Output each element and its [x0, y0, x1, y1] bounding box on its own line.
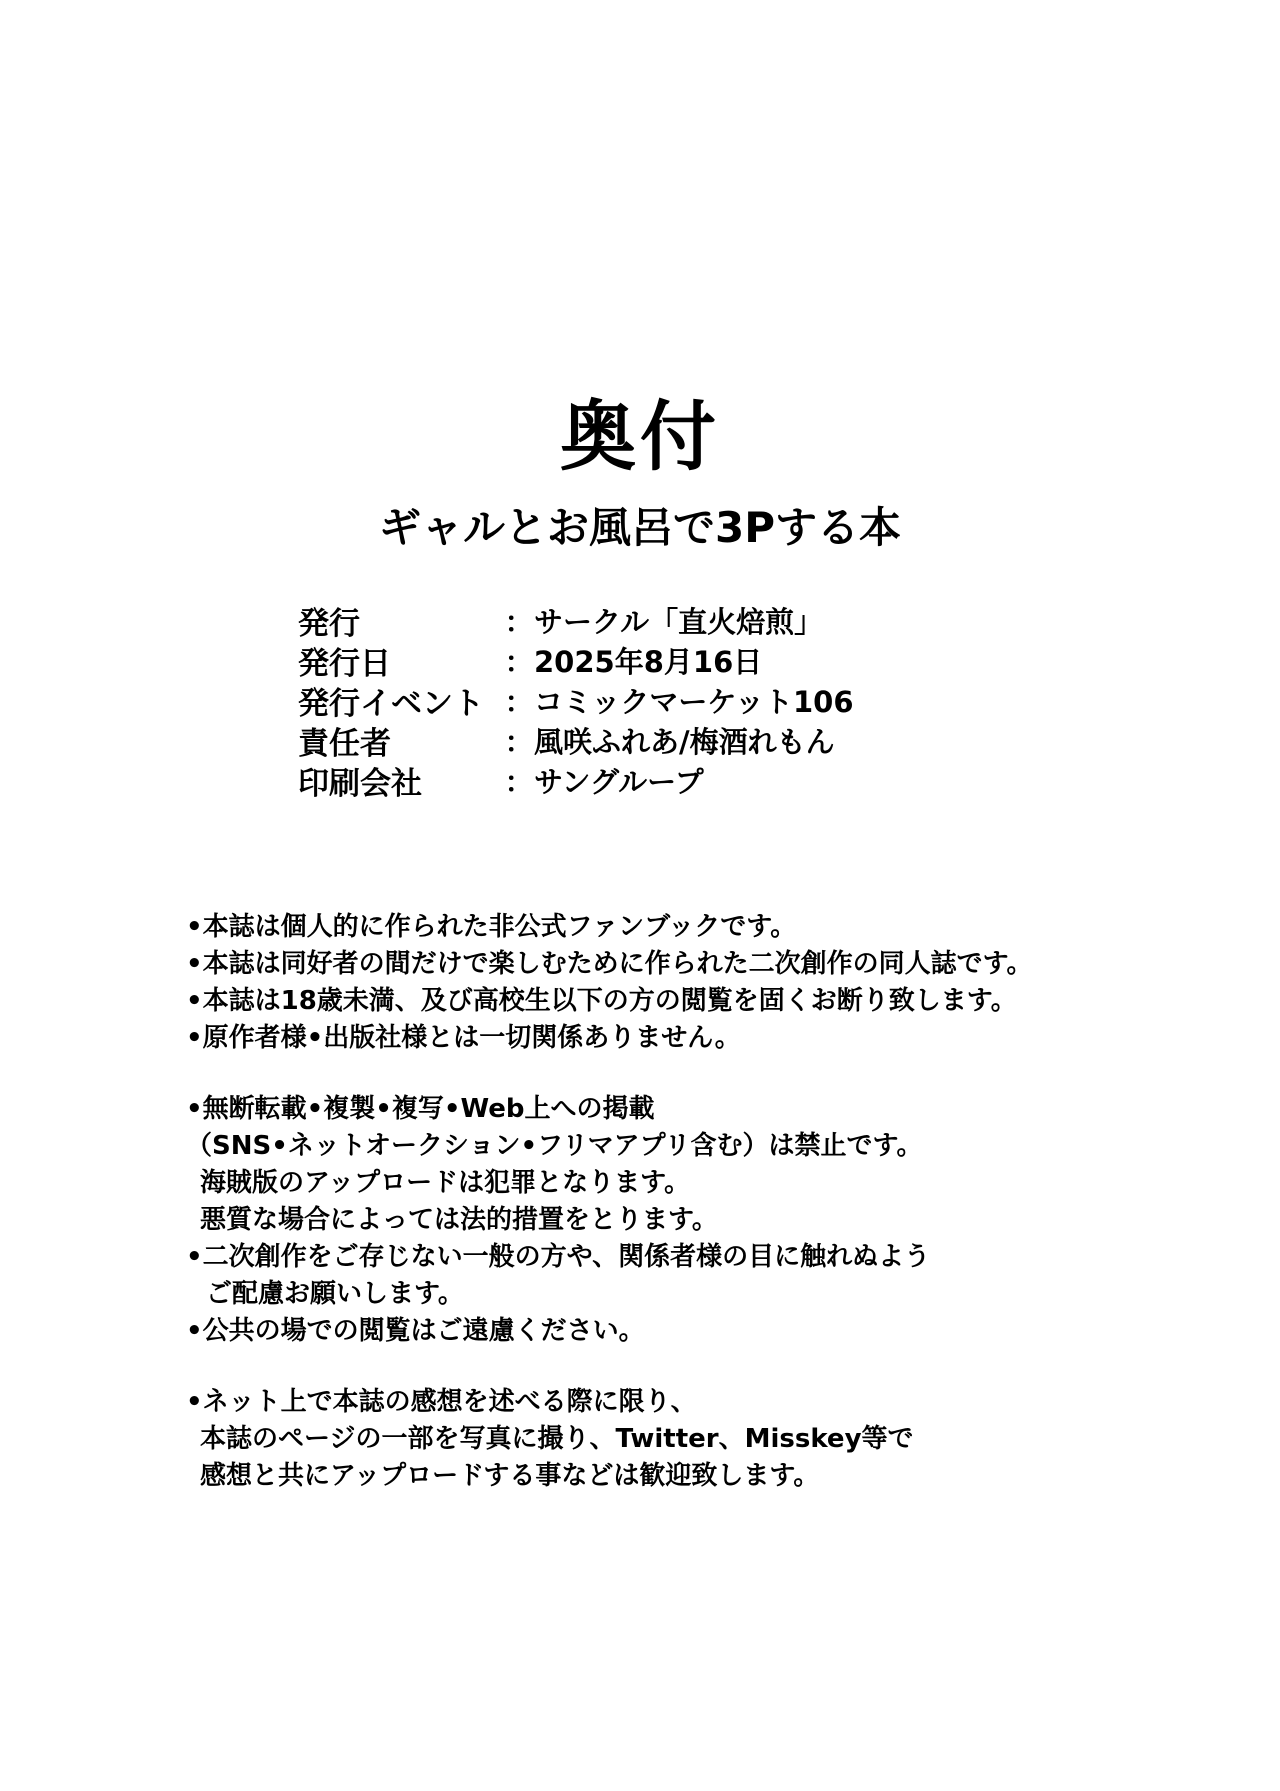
info-colon: ：	[504, 764, 534, 799]
notices	[186, 909, 1033, 1495]
notice-line: •本誌は同好者の間だけで楽しむために作られた二次創作の同人誌です。	[186, 949, 1033, 979]
info-label: 発行	[298, 605, 360, 642]
info-colon: ：	[504, 604, 534, 639]
info-label: 発行イベント	[298, 685, 484, 722]
notice-line: •本誌は18歳未満、及び高校生以下の方の閲覧を固くお断り致します。	[186, 986, 1017, 1016]
info-row-publisher	[298, 600, 854, 640]
info-label: 責任者	[298, 725, 391, 762]
info-label: 印刷会社	[298, 765, 422, 802]
notice-line: （SNS•ネットオークション•フリマアプリ含む）は禁止です。	[186, 1131, 923, 1161]
notice-line: •二次創作をご存じない一般の方や、関係者様の目に触れぬよう	[186, 1242, 931, 1272]
notice-line: •公共の場での閲覧はご遠慮ください。	[186, 1316, 645, 1346]
notice-line: 本誌のページの一部を写真に撮り、Twitter、Misskey等で	[200, 1424, 914, 1454]
notice-line: ご配慮お願いします。	[206, 1279, 464, 1309]
info-colon: ：	[504, 724, 534, 759]
book-title: ギャルとお風呂で3Pする本	[378, 503, 901, 552]
info-value: 2025年8月16日	[534, 644, 763, 679]
info-row-date	[298, 640, 854, 680]
notice-line: •原作者様•出版社様とは一切関係ありません。	[186, 1023, 741, 1053]
notice-gap	[186, 1350, 1033, 1384]
info-row-responsible	[298, 720, 854, 760]
notice-line: 海賊版のアップロードは犯罪となります。	[200, 1168, 691, 1198]
info-row-printer	[298, 760, 854, 800]
info-value: コミックマーケット106	[534, 684, 854, 719]
notice-gap	[186, 1057, 1033, 1091]
notice-line: •無断転載•複製•複写•Web上への掲載	[186, 1094, 655, 1124]
notice-line: •本誌は個人的に作られた非公式ファンブックです。	[186, 912, 797, 942]
info-row-event	[298, 680, 854, 720]
notice-line: 悪質な場合によっては法的措置をとります。	[200, 1205, 718, 1235]
info-colon: ：	[504, 684, 534, 719]
publication-info	[298, 600, 854, 800]
info-value: 風咲ふれあ/梅酒れもん	[534, 724, 835, 759]
info-colon: ：	[504, 644, 534, 679]
notice-line: •ネット上で本誌の感想を述べる際に限り、	[186, 1387, 697, 1417]
info-value: サークル「直火焙煎」	[534, 604, 824, 639]
page-title: 奥付	[560, 392, 720, 481]
info-label: 発行日	[298, 645, 391, 682]
info-value: サングループ	[534, 764, 704, 799]
notice-line: 感想と共にアップロードする事などは歓迎致します。	[200, 1461, 820, 1491]
